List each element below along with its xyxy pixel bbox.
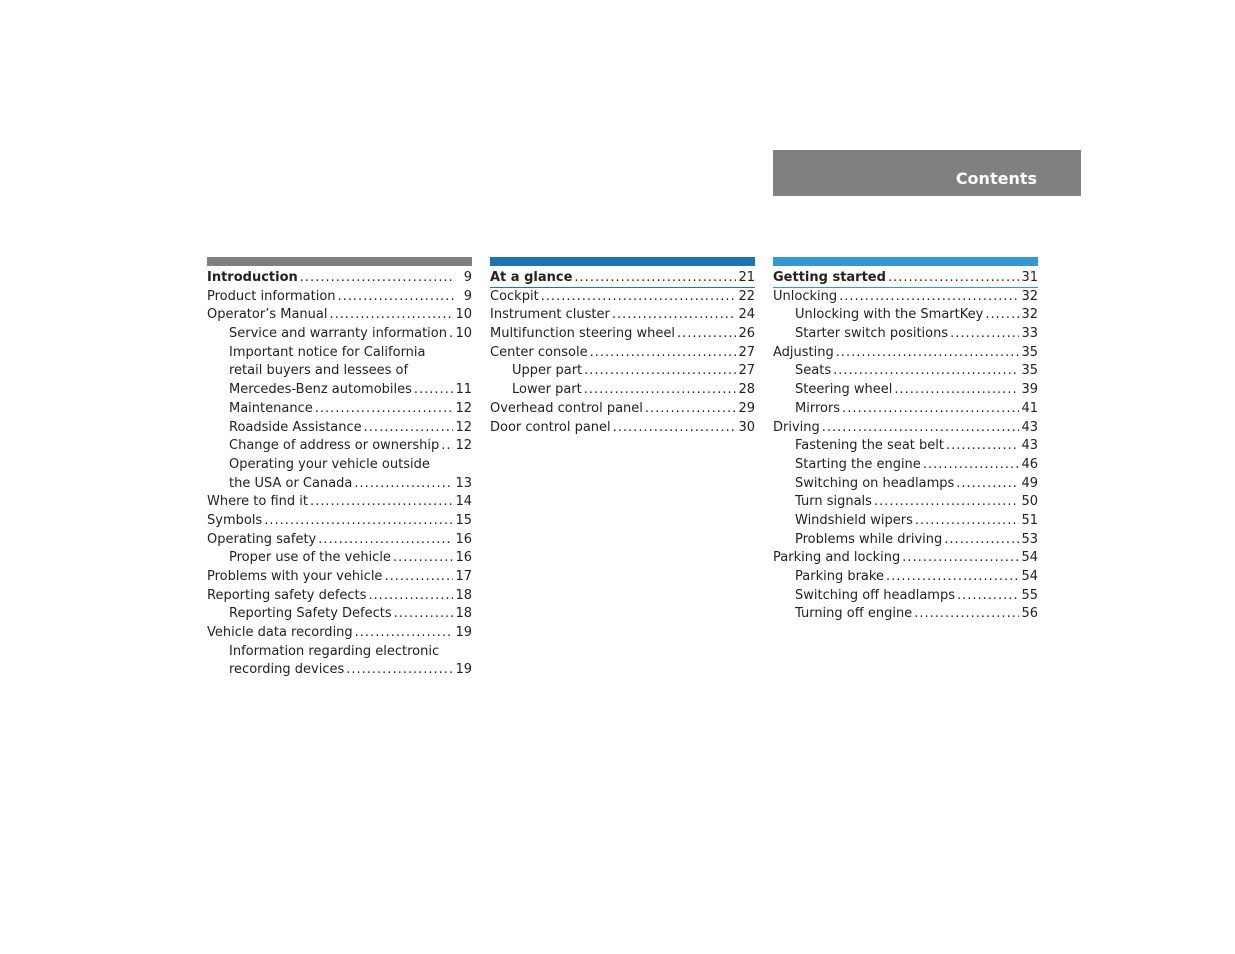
dot-leader [677, 325, 737, 344]
toc-entry-label: Unlocking with the SmartKey [795, 307, 984, 323]
toc-entry[interactable] [207, 437, 472, 456]
toc-entry[interactable] [773, 475, 1038, 494]
dot-leader [300, 269, 454, 288]
toc-page-number: 26 [738, 326, 755, 342]
toc-entry[interactable] [207, 288, 472, 307]
toc-entry[interactable] [207, 531, 472, 550]
dot-leader [346, 661, 453, 680]
toc-entry[interactable] [207, 381, 472, 400]
dot-leader [914, 605, 1019, 624]
toc-entry-label: Unlocking [773, 288, 838, 304]
toc-page-number: 18 [455, 606, 472, 622]
dot-leader [839, 288, 1019, 307]
toc-page-number: 22 [738, 288, 755, 304]
dot-leader [394, 605, 454, 624]
contents-header [773, 150, 1081, 196]
dot-leader [874, 493, 1020, 512]
toc-page-number: 12 [455, 438, 472, 454]
toc-entry-label: Windshield wipers [795, 512, 913, 528]
toc-entry-label: Vehicle data recording [207, 625, 353, 641]
toc-page-number: 16 [455, 550, 472, 566]
dot-leader [310, 493, 453, 512]
toc-page-number: 21 [738, 270, 755, 285]
dot-leader [414, 381, 454, 400]
toc-page-number: 54 [1021, 569, 1038, 584]
toc-page-number: 16 [455, 531, 472, 547]
toc-entry[interactable] [207, 456, 472, 475]
dot-leader [354, 475, 453, 494]
toc-page-number: 35 [1021, 363, 1038, 379]
toc-page-number: 31 [1021, 270, 1038, 285]
toc-entry-label: Parking brake [795, 569, 884, 584]
toc-page-number: 18 [455, 587, 472, 603]
toc-entry-label: Mirrors [795, 400, 841, 416]
toc-page-number: 17 [455, 569, 472, 584]
toc-page-number: 11 [455, 382, 472, 398]
toc-entry-label: Turn signals [795, 494, 872, 510]
dot-leader [364, 419, 454, 438]
toc-entry-label: the USA or Canada [229, 475, 353, 491]
toc-entry-label: Seats [795, 363, 832, 379]
toc-entry[interactable] [207, 605, 472, 624]
toc-entry[interactable] [773, 344, 1038, 363]
toc-entry[interactable] [207, 306, 472, 325]
dot-leader [612, 306, 737, 325]
dot-leader [574, 269, 736, 288]
toc-entry-label: Symbols [207, 512, 263, 528]
toc-page-number: 39 [1021, 382, 1038, 398]
toc-entry-label: Proper use of the vehicle [229, 550, 391, 566]
dot-leader [888, 269, 1020, 288]
toc-entry[interactable] [207, 587, 472, 606]
toc-entry[interactable] [490, 325, 755, 344]
toc-entry-label: Lower part [512, 382, 582, 398]
dot-leader [318, 531, 453, 550]
dot-leader [338, 288, 454, 307]
toc-page-number: 15 [455, 512, 472, 528]
toc-page-number: 56 [1021, 606, 1038, 622]
toc-entry[interactable] [207, 362, 472, 381]
toc-page-number: 10 [455, 326, 472, 342]
toc-entry-label: Important notice for California [229, 344, 426, 360]
toc-column-introduction [207, 257, 472, 680]
toc-entry-label: Starting the engine [795, 456, 921, 472]
toc-page-number: 29 [738, 400, 755, 416]
toc-page-number: 43 [1021, 438, 1038, 454]
dot-leader [985, 306, 1019, 325]
toc-entry-label: Information regarding electronic [229, 643, 440, 659]
toc-entry-label: Cockpit [490, 288, 539, 304]
dot-leader [368, 587, 453, 606]
toc-entry[interactable] [207, 475, 472, 494]
toc-entry[interactable] [207, 493, 472, 512]
toc-page-number: 32 [1021, 288, 1038, 304]
toc-entry-label: Reporting Safety Defects [229, 606, 392, 622]
toc-page-number: 41 [1021, 400, 1038, 416]
toc-entry-label: Turning off engine [795, 606, 913, 622]
toc-entry[interactable] [207, 325, 472, 344]
section-bar-at-a-glance [490, 257, 755, 266]
dot-leader [950, 325, 1019, 344]
dot-leader [393, 549, 454, 568]
toc-entry-label: Problems while driving [795, 531, 943, 547]
dot-leader [384, 568, 453, 587]
toc-page-number: 27 [738, 363, 755, 379]
dot-leader [894, 381, 1019, 400]
toc-column-getting-started [773, 257, 1038, 624]
toc-entry[interactable] [490, 306, 755, 325]
toc-page-number: 27 [738, 344, 755, 360]
dot-leader [441, 437, 453, 456]
dot-leader [902, 549, 1019, 568]
toc-entry-label: Service and warranty information [229, 326, 447, 342]
toc-page-number: 54 [1021, 550, 1038, 566]
toc-page-number: 9 [463, 270, 472, 285]
toc-entry-label: Switching on headlamps [795, 475, 955, 491]
toc-entry[interactable] [207, 400, 472, 419]
dot-leader [822, 419, 1020, 438]
toc-page-number: 46 [1021, 456, 1038, 472]
dot-leader [842, 400, 1019, 419]
toc-entry[interactable] [490, 344, 755, 363]
toc-entry[interactable] [490, 400, 755, 419]
dot-leader [946, 437, 1019, 456]
toc-entry[interactable] [773, 456, 1038, 475]
toc-entry-label: Mercedes-Benz automobiles [229, 382, 412, 398]
dot-leader [956, 475, 1019, 494]
toc-entry[interactable] [207, 624, 472, 643]
dot-leader [613, 419, 737, 438]
toc-entry[interactable] [490, 381, 755, 400]
toc-section-heading[interactable] [207, 269, 472, 288]
toc-entry[interactable] [773, 437, 1038, 456]
toc-entry[interactable] [773, 531, 1038, 550]
toc-entry-label: Starter switch positions [795, 326, 949, 342]
dot-leader [449, 325, 453, 344]
toc-entry-label: Parking and locking [773, 550, 901, 566]
toc-entry-label: Overhead control panel [490, 400, 643, 416]
toc-entry-label: Change of address or ownership [229, 438, 440, 454]
toc-page-number: 53 [1021, 531, 1038, 547]
page-title: Contents [955, 169, 1037, 188]
toc-page-number: 55 [1021, 587, 1038, 603]
dot-leader [915, 512, 1020, 531]
toc-entry[interactable] [773, 512, 1038, 531]
section-bar-introduction [207, 257, 472, 266]
toc-entry-label: recording devices [229, 662, 345, 678]
dot-leader [584, 362, 736, 381]
toc-page-number: 12 [455, 419, 472, 435]
dot-leader [944, 531, 1019, 550]
dot-leader [315, 400, 454, 419]
toc-list-at-a-glance [490, 266, 755, 437]
toc-entry[interactable] [773, 605, 1038, 624]
toc-entry-label: Problems with your vehicle [207, 569, 383, 584]
dot-leader [329, 306, 453, 325]
toc-entry[interactable] [773, 493, 1038, 512]
toc-page-number: 50 [1021, 494, 1038, 510]
toc-entry[interactable] [207, 643, 472, 662]
toc-entry-label: Driving [773, 419, 820, 435]
toc-entry[interactable] [490, 288, 755, 307]
toc-entry[interactable] [207, 549, 472, 568]
toc-entry-label: Instrument cluster [490, 307, 610, 323]
dot-leader [886, 568, 1019, 587]
toc-entry[interactable] [207, 419, 472, 438]
toc-page-number: 28 [738, 382, 755, 398]
dot-leader [645, 400, 737, 419]
toc-entry-label: retail buyers and lessees of [229, 363, 409, 379]
toc-column-at-a-glance [490, 257, 755, 437]
toc-section-heading[interactable] [773, 269, 1038, 288]
toc-page-number: 24 [738, 307, 755, 323]
toc-page-number: 49 [1021, 475, 1038, 491]
toc-list-introduction [207, 266, 472, 680]
toc-section-heading[interactable] [490, 269, 755, 288]
toc-entry[interactable] [773, 587, 1038, 606]
toc-entry[interactable] [773, 549, 1038, 568]
dot-leader [836, 344, 1020, 363]
toc-entry-label: Steering wheel [795, 382, 893, 398]
toc-entry-label: Upper part [512, 363, 583, 379]
toc-entry-label: Switching off headlamps [795, 587, 955, 603]
toc-entry[interactable] [773, 325, 1038, 344]
toc-entry-label: Getting started [773, 270, 886, 285]
toc-entry-label: Door control panel [490, 419, 611, 435]
toc-entry[interactable] [773, 400, 1038, 419]
section-bar-getting-started [773, 257, 1038, 266]
toc-entry[interactable] [490, 419, 755, 438]
toc-page-number: 33 [1021, 326, 1038, 342]
toc-page-number: 12 [455, 400, 472, 416]
toc-entry[interactable] [773, 381, 1038, 400]
toc-entry[interactable] [773, 362, 1038, 381]
toc-entry[interactable] [490, 362, 755, 381]
toc-page-number: 43 [1021, 419, 1038, 435]
toc-entry-label: Adjusting [773, 344, 834, 360]
dot-leader [833, 362, 1019, 381]
toc-entry-label: Operating safety [207, 531, 317, 547]
dot-leader [355, 624, 454, 643]
toc-page-number: 19 [455, 662, 472, 678]
toc-entry[interactable] [773, 568, 1038, 587]
dot-leader [957, 587, 1019, 606]
toc-entry[interactable] [773, 306, 1038, 325]
toc-entry[interactable] [207, 568, 472, 587]
dot-leader [584, 381, 737, 400]
toc-page-number: 19 [455, 625, 472, 641]
toc-page-number: 35 [1021, 344, 1038, 360]
toc-entry-label: Center console [490, 344, 588, 360]
dot-leader [590, 344, 737, 363]
toc-entry-label: Operator’s Manual [207, 307, 328, 323]
dot-leader [264, 512, 453, 531]
toc-entry[interactable] [207, 661, 472, 680]
toc-page-number: 32 [1021, 307, 1038, 323]
toc-entry-label: Roadside Assistance [229, 419, 362, 435]
dot-leader [923, 456, 1020, 475]
toc-entry[interactable] [773, 288, 1038, 307]
toc-page-number: 14 [455, 494, 472, 510]
toc-entry-label: Product information [207, 288, 336, 304]
toc-page-number: 13 [455, 475, 472, 491]
toc-entry-label: Reporting safety defects [207, 587, 367, 603]
toc-page-number: 51 [1021, 512, 1038, 528]
toc-entry-label: Fastening the seat belt [795, 438, 944, 454]
toc-entry-label: Introduction [207, 270, 298, 285]
toc-entry-label: Operating your vehicle outside [229, 456, 430, 472]
toc-entry-label: Where to find it [207, 494, 308, 510]
toc-page-number: 10 [455, 307, 472, 323]
toc-entry[interactable] [207, 512, 472, 531]
toc-entry[interactable] [207, 344, 472, 363]
dot-leader [541, 288, 737, 307]
toc-entry-label: Multifunction steering wheel [490, 326, 675, 342]
toc-entry-label: Maintenance [229, 400, 313, 416]
toc-entry-label: At a glance [490, 270, 573, 285]
toc-page-number: 9 [463, 288, 472, 304]
toc-page-number: 30 [738, 419, 755, 435]
toc-entry[interactable] [773, 419, 1038, 438]
toc-list-getting-started [773, 266, 1038, 624]
